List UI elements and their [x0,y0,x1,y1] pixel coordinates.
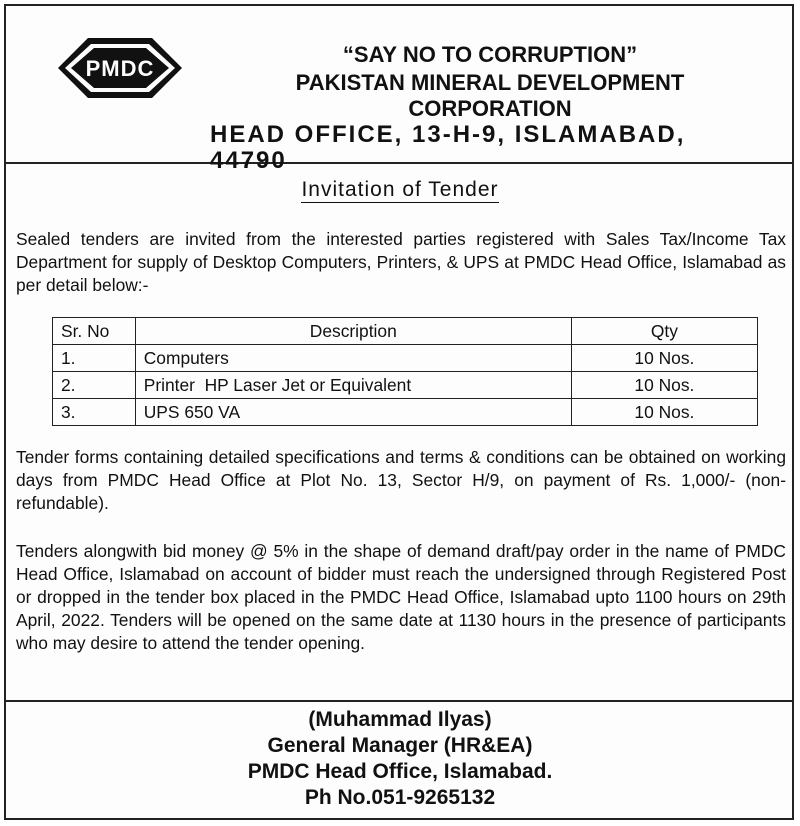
organization-name-line2: CORPORATION [408,96,572,121]
cell-description: Computers [135,345,571,372]
footer-divider [4,700,794,702]
table-row [53,399,758,426]
logo-lettering: PMDC [85,56,155,81]
cell-sr-no: 3. [53,399,136,426]
contact-phone: Ph No.051-9265132 [304,786,496,809]
pmdc-logo [56,36,184,100]
signatory-office: PMDC Head Office, Islamabad. [247,760,553,783]
page-title [0,178,800,202]
signatory-designation: General Manager (HR&EA) [267,734,533,757]
cell-qty: 10 Nos. [571,372,757,399]
page-title-text: Invitation of Tender [301,178,499,201]
header-description: Description [135,318,571,345]
header-sr-no: Sr. No [53,318,136,345]
signatory-name: (Muhammad Ilyas) [308,708,492,731]
cell-qty: 10 Nos. [571,399,757,426]
organization-name-line1: PAKISTAN MINERAL DEVELOPMENT [295,70,685,95]
intro-paragraph: Sealed tenders are invited from the interested parties registered with Sales Tax/Income Tax Department for supply of Desktop Computers, Printers, & UPS at PMDC Head Office, Islamabad as per detail below:- [16,229,786,295]
items-table [52,317,758,426]
cell-sr-no: 2. [53,372,136,399]
header-qty: Qty [571,318,757,345]
tender-forms-paragraph: Tender forms containing detailed specifications and terms & conditions can be obtained on working days from PMDC Head Office at Plot No. 13, Sector H/9, on payment of Rs. 1,000/- (non-refundable). [16,447,786,513]
table-row [53,372,758,399]
head-office-address: HEAD OFFICE, 13-H-9, ISLAMABAD, 44790 [210,121,686,174]
slogan: “SAY NO TO CORRUPTION” [342,42,638,67]
table-row [53,345,758,372]
table-header-row [53,318,758,345]
submission-paragraph: Tenders alongwith bid money @ 5% in the shape of demand draft/pay order in the name of PMDC Head Office, Islamabad on account of bidder must reach the undersigned through Registered Post or dropped in the tender box placed in the PMDC Head Office, Islamabad upto 1100 hours on 29th April, 2022. Tenders will be opened on the same date at 1130 hours in the presence of participants who may desire to attend the tender opening. [16,541,786,653]
cell-sr-no: 1. [53,345,136,372]
cell-description: UPS 650 VA [135,399,571,426]
cell-qty: 10 Nos. [571,345,757,372]
cell-description: Printer HP Laser Jet or Equivalent [135,372,571,399]
